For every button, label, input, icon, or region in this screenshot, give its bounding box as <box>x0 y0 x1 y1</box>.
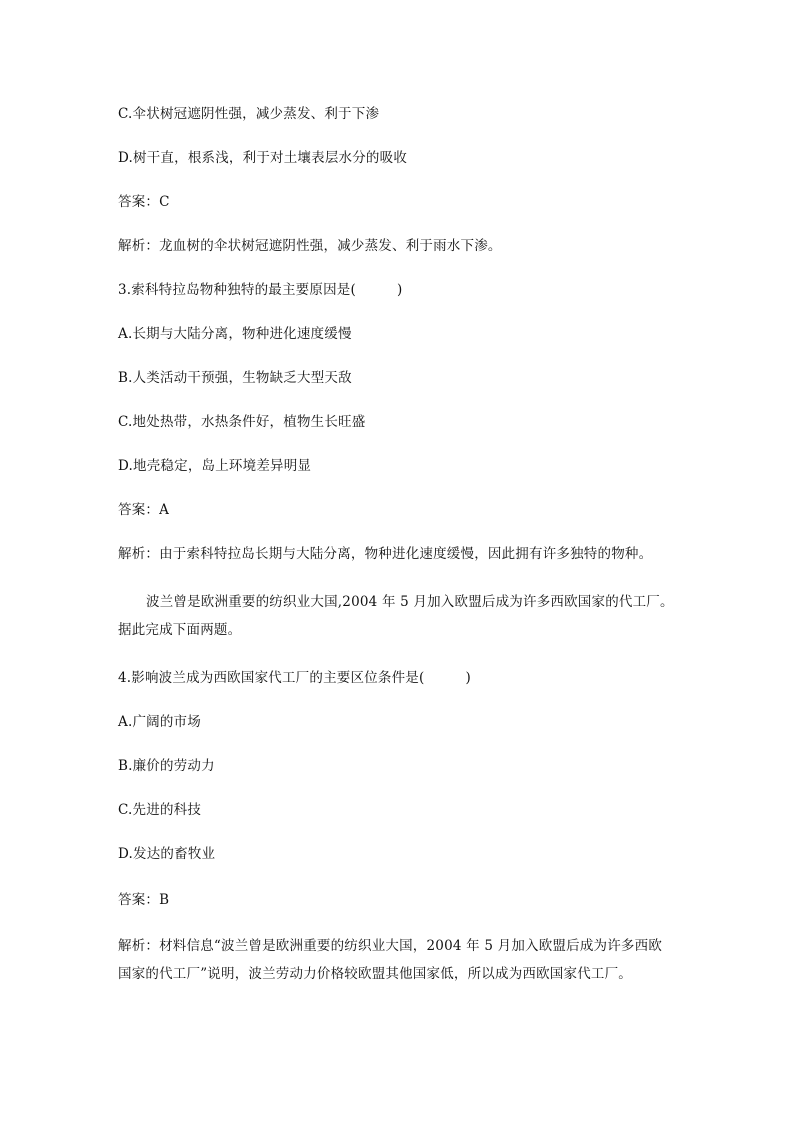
question-4-option-b: B.廉价的劳动力 <box>118 758 215 774</box>
question-3-option-c: C.地处热带，水热条件好，植物生长旺盛 <box>118 414 366 430</box>
question-4-explanation-line-2: 国家的代工厂”说明，波兰劳动力价格较欧盟其他国家低，所以成为西欧国家代工厂。 <box>118 966 633 982</box>
question-3-option-b: B.人类活动干预强，生物缺乏大型天敌 <box>118 370 352 386</box>
question-4-option-a: A.广阔的市场 <box>118 714 201 730</box>
answer-text: 答案：C <box>118 194 170 210</box>
question-3-option-d: D.地壳稳定，岛上环境差异明显 <box>118 458 312 474</box>
question-3-text: 3.索科特拉岛物种独特的最主要原因是( ) <box>118 282 403 298</box>
question-4-text: 4.影响波兰成为西欧国家代工厂的主要区位条件是( ) <box>118 670 472 686</box>
option-d-text: D.树干直，根系浅，利于对土壤表层水分的吸收 <box>118 150 408 166</box>
question-3-explanation: 解析：由于索科特拉岛长期与大陆分离，物种进化速度缓慢，因此拥有许多独特的物种。 <box>118 546 653 562</box>
question-3-option-a: A.长期与大陆分离，物种进化速度缓慢 <box>118 326 352 342</box>
explanation-text: 解析：龙血树的伞状树冠遮阴性强，减少蒸发、利于雨水下渗。 <box>118 238 502 254</box>
question-4-option-c: C.先进的科技 <box>118 802 202 818</box>
question-4-explanation-line-1: 解析：材料信息“波兰曾是欧洲重要的纺织业大国，2004 年 5 月加入欧盟后成为许多西欧 <box>118 938 663 954</box>
question-4-answer: 答案：B <box>118 892 170 908</box>
question-3-answer: 答案：A <box>118 502 170 518</box>
option-c-text: C.伞状树冠遮阴性强，减少蒸发、利于下渗 <box>118 106 380 122</box>
passage-line-1: 波兰曾是欧洲重要的纺织业大国,2004 年 5 月加入欧盟后成为许多西欧国家的代工厂。 <box>146 594 674 610</box>
question-4-option-d: D.发达的畜牧业 <box>118 846 216 862</box>
passage-line-2: 据此完成下面两题。 <box>118 622 242 638</box>
